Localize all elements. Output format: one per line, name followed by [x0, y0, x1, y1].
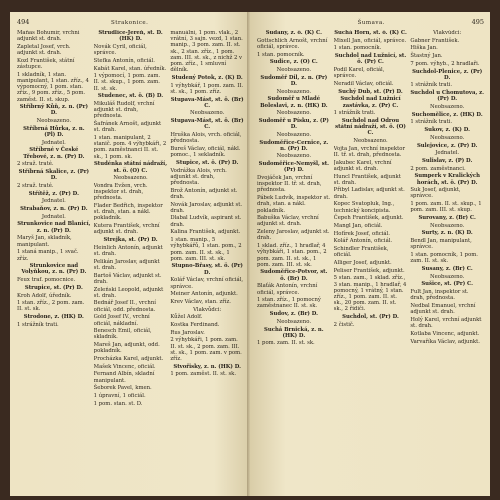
directory-entry: 1 pom. zam. II. st. skup., 1 pom. zam. III. st. skup. — [410, 201, 482, 214]
directory-entry: Kozl František, státní zástupce. — [17, 57, 75, 71]
directory-entry: Hruška Alois, vrch. oficiál, přednosta. — [170, 132, 242, 145]
directory-entry: Krev Václav, stan. zříz. — [170, 298, 231, 305]
left-column-2 — [94, 30, 168, 492]
directory-entry: Vlakvůdci: — [433, 30, 462, 36]
directory-entry: Stříbrný Kůň, z. n. (Pr) D. — [19, 104, 88, 117]
directory-entry: Stvořisky, z. n. (HK) D. — [173, 363, 241, 370]
directory-entry: Hofírek Josef, oficiál. — [333, 230, 390, 237]
right-column-2 — [334, 30, 408, 492]
directory-entry: Neobsazeno. — [353, 138, 388, 145]
directory-entry: Vlakvůdci: — [193, 306, 222, 313]
directory-entry: 1 stan. manip., 5 výhybkářů, 1 stan. pom., 2 pom. zam. II. st. sk., 1 pom. zam. III. st. sk. — [170, 237, 242, 262]
left-page — [10, 12, 250, 496]
directory-entry: Kolář Antonín, oficiál. — [333, 238, 393, 245]
directory-entry: Sudice, z. (O) C. — [269, 59, 318, 66]
directory-entry: Stupava-Mást, st. ö. (Br) C. — [170, 96, 244, 109]
directory-entry: Sudoměřice-Potvor, st. ö. (Br) D. — [260, 269, 328, 282]
directory-entry: Strodone, z. (HK) D. — [23, 314, 84, 321]
directory-entry: Kutera František, vrchní adjunkt st. drah. — [93, 223, 160, 236]
directory-entry: Kabát Karel, stan. úředník. — [93, 65, 167, 72]
directory-entry: Dlabal Ludvík, aspirant st. drah. — [170, 215, 242, 228]
directory-entry: Novák Jaroslav, adjunkt st. drah. — [170, 201, 243, 214]
directory-entry: Neobsazeno. — [276, 131, 311, 138]
directory-entry: Kolář Václav, vrchní oficiál, správce. — [170, 277, 244, 290]
directory-entry: Zeleny Jaroslav, adjunkt st. drah. — [257, 229, 330, 242]
directory-entry: Střítěž, z. (Pr) D. — [28, 190, 79, 197]
directory-entry: Babuška Václav, vrchní adjunkt st. drah. — [257, 215, 319, 228]
left-page-number: 494 — [17, 18, 30, 26]
directory-entry: 1 stan. manipulant, 2 stanič. pom. 4 výhybkáři, 2 pom. zaměstnanci II. st. sk., 1 pom. sk. — [93, 135, 167, 160]
directory-entry: 1 strážník trati. — [410, 82, 453, 89]
directory-entry: Stupno-Břasy, st. ö. (Pr) D. — [171, 263, 243, 276]
directory-entry: Sudoměřice-Nemyšl, st. (Pr) D. — [258, 161, 329, 174]
directory-entry: Jednatel. — [41, 198, 66, 205]
directory-entry: Vodrážka Alois, vrch. adjunkt st. drah, přednosta. — [170, 167, 227, 186]
directory-entry: Sulejovice, z. (Pr) D. — [416, 142, 478, 149]
directory-entry: Bureš Václav, oficiál, nákl. pomoc., 1 sekladník. — [170, 145, 241, 159]
directory-entry: Strudlice-Jereň, st. D. (HK) D. — [98, 30, 163, 43]
directory-entry: 1 pom. zaměst. II. st. sk. — [170, 371, 237, 378]
left-running-title: Strakonice. — [111, 20, 149, 26]
directory-entry: Jakubec Karel, vrchní adjunkt st. drah. — [333, 159, 392, 172]
directory-entry: Suchdol u Chomutova, z. (Pr) D. — [410, 90, 484, 103]
directory-entry: Mangl Jan, oficiál. — [333, 222, 383, 229]
directory-entry: Stříbrná Hůrka, z. n. (Pl) D. — [23, 125, 85, 139]
directory-entry: Mikuláš Rudolf, vrchní adjunkt st. drah, přednosta. — [93, 101, 155, 120]
directory-entry: Bartoš Václav, adjunkt st. drah. — [93, 272, 162, 285]
directory-entry: Neobsazeno. — [430, 104, 465, 111]
directory-entry: Benesch Emil, oficiál, skladník. — [93, 328, 152, 341]
left-column-3 — [170, 30, 244, 492]
directory-entry: Meiner Antonín, adjunkt. — [170, 291, 238, 298]
directory-entry: Neobsazeno. — [276, 153, 311, 160]
directory-entry: 2 straž. traté. — [17, 182, 54, 189]
directory-entry: 1 sklad. zříz., 1 hradlař, 4 výhybkáři, 1 stan. pom., 2 pom. zam. II. st. sk., 1 pom. zam. III. st. sk. — [257, 243, 327, 268]
directory-entry: Štastný Jan. — [410, 53, 443, 60]
directory-entry: Přibyl Ladislav, adjunkt st. drah. — [333, 187, 405, 200]
directory-entry: 1 výpomocí, 1 pom. zam. II. st. skup., 1 pom. zam. II. st. sk. — [93, 73, 161, 92]
directory-entry: Stříbrná Skalice, z. (Pr) D. — [18, 169, 90, 182]
directory-entry: Šeborek Pavel, kmen. — [93, 385, 152, 392]
directory-entry: Sudany, z. ö. (K) C. — [265, 30, 322, 36]
directory-entry: Neobsazeno. — [430, 134, 465, 141]
directory-entry: 1 úpravní, 1 oficiál. — [93, 393, 146, 400]
directory-entry: Sudoměř u Písku, z. (P) D. — [258, 117, 329, 131]
directory-entry: 1 pom. zam. II. st. sk. — [257, 340, 315, 347]
directory-entry: Peliser František, adjunkt. — [333, 267, 405, 274]
directory-entry: Feux traf. pomocnice. — [17, 277, 76, 284]
right-page-header — [257, 18, 484, 28]
directory-entry: Strabaňov, z. n. (Pr) D. — [20, 206, 88, 213]
directory-entry: Neobsazeno. — [36, 118, 71, 125]
directory-entry: 1 stan. zříz., 2 pom. zam. II. st. sk. — [17, 300, 85, 313]
directory-entry: Sumperk v Kralických horách, st. ö. (Pr) D. — [414, 173, 480, 186]
directory-entry: Suchdol nad Lužnicí zastávka, z. (Pr) C. — [340, 96, 401, 109]
right-column-1 — [257, 30, 331, 492]
right-running-title: Šumava. — [357, 20, 386, 26]
directory-entry: Kostka Ferdinand. — [170, 322, 220, 329]
directory-entry: Pelikán Jaroslav, adjunkt st. drah. — [93, 258, 160, 271]
directory-entry: Gottschlich Arnošt, vrchní oficiál, správce. — [257, 37, 328, 50]
directory-entry: Maňas Bohumír, vrchní adjunkt st. drah. — [17, 30, 80, 43]
directory-entry: Sukov, z. (K) D. — [424, 127, 470, 134]
right-column-3 — [410, 30, 484, 492]
directory-entry: Kroh Adolf, úředník. — [17, 292, 72, 299]
directory-entry: Brož Antonín, adjunkt st. drah. — [170, 187, 238, 200]
directory-entry: Kotlaba Vincenc, adjunkt. — [410, 330, 480, 337]
directory-entry: Sušice, st. (Pr) C. — [421, 281, 474, 288]
directory-entry: Heinlich Antonín, adjunkt st. drah. — [93, 244, 163, 257]
directory-entry: Vondra Evžen, vrch. inspektor st. drah, přednosta. — [93, 182, 148, 202]
directory-entry: Sudoměř Dil, z. n. (Pr) D. — [260, 74, 328, 87]
directory-entry: Maryš Jan, skladník, manipulant. — [17, 235, 72, 248]
right-page — [250, 12, 490, 496]
open-book — [10, 12, 490, 496]
directory-entry: 2 straž. traté. — [17, 161, 54, 168]
directory-entry: Neobsazeno. — [276, 88, 311, 95]
directory-entry: 2 čistič. — [333, 321, 355, 328]
directory-entry: Gabner František. — [410, 37, 460, 44]
directory-entry: 1 stan. pomocník, 1 pom. zam. II. st. sk. — [410, 252, 478, 265]
directory-entry: 1 strážník trati. — [333, 110, 376, 117]
directory-entry: 2 výhybkáři, 1 pom. zam. II. st. sk., 2 pom. zam. III. st. sk., 1 pom. zam. v pom. zříz. — [170, 337, 242, 363]
directory-entry: Neradil Václav, oficiál. — [333, 80, 394, 87]
directory-entry: Jednatel. — [41, 139, 66, 146]
directory-entry: Nedbal Emanuel, vrchní adjunkt st. drah. — [410, 303, 476, 316]
directory-entry: Procházka Karel, adjunkt. — [93, 356, 164, 363]
directory-entry: Stefka Antonín, oficiál. — [93, 57, 155, 64]
directory-entry: Vojta Jan, vrchní inspektor II. tř. st. drah, přednosta. — [333, 145, 405, 158]
directory-entry: Mašek Vincenc, oficiál. — [93, 363, 156, 370]
directory-entry: 1 strážník trati. — [410, 119, 453, 126]
directory-entry: Kůžel Adolf. — [170, 314, 203, 321]
directory-entry: Jednatel. — [41, 213, 66, 220]
right-columns — [257, 30, 484, 492]
directory-entry: Neobsazeno. — [430, 273, 465, 280]
directory-entry: Strunkovice nad Volyňkou, z. n. (Pr) D. — [21, 263, 87, 276]
directory-entry: 1 stan. pomocník. — [257, 51, 305, 58]
directory-entry: Suchdol-Plenice, z. (Pr) D. — [412, 68, 483, 81]
directory-entry: 1 skladník, 1 stan. manipulant, 1 stan. zříz., 4 výpomocný, 1 pom. stan. zříz., 9 pom. zříz., 5 pom. zaměst. II. st. skup. — [17, 71, 89, 103]
directory-entry: manuální, 1 pom. vlak., 2 vrátní, 3 sajn. vezd, 1 stan. manip., 3 pom. zam. II. st. sk., 2 stan. zříz., 1 pom. zam. III. st. sk., z nichž 2 v pom. zříz., 1 smluvní dělník. — [170, 30, 243, 74]
directory-entry: Suchá Brnická, z. n. (HK) D. — [264, 326, 324, 339]
directory-entry: Podil Karel, oficiál, správce. — [333, 67, 385, 80]
directory-entry: Suchdol nad Odrou státní nádraží, st. ö. (O) C. — [335, 117, 406, 137]
directory-entry: Zapletal Josef, vrch. adjunkt st. drah. — [17, 43, 71, 57]
directory-entry: Čepeh František, adjunkt. — [333, 215, 404, 222]
directory-entry: Holý Karel, vrchní adjunkt st. drah. — [410, 316, 482, 330]
directory-entry: Suchdol nad Lužnicí, st. ö. (Pr) C. — [334, 53, 407, 66]
directory-entry: Suchdol, st. (Pr) D. — [342, 314, 399, 321]
directory-entry: Pábek Ludvík, inspektor st. drah, stan. a nákl. pokladník. — [257, 195, 331, 214]
directory-entry: Neobsazeno. — [276, 67, 311, 74]
directory-entry: Neobsazeno. — [190, 110, 225, 117]
directory-entry: Zeleński Leopold, adjunkt st. drah. — [93, 286, 164, 299]
directory-entry: Novák Cyril, oficiál, správce. — [93, 43, 147, 57]
directory-entry: Stupice, st. ö. (Pr) D. — [176, 159, 239, 166]
directory-entry: Mixell Jan, oficiál, správce. — [333, 37, 407, 44]
directory-entry: Gold Josef IV., vrchní oficiál, nákladní. — [93, 314, 150, 327]
directory-entry: Bendl Jan, manipulant, správce. — [410, 238, 472, 251]
directory-entry: 1 pom. stan. st. D. — [93, 400, 143, 407]
directory-entry: Suchá Horn, st. ö. (K) C. — [334, 30, 407, 36]
directory-entry: Susany, z. (Br) C. — [421, 266, 473, 272]
directory-entry: 7 pom. výhyb., 2 hradlaři. — [410, 60, 480, 67]
directory-entry: Blaťák Antonín, vrchní oficiál, správce. — [257, 283, 318, 296]
directory-entry: Sudov, z. (Br) D. — [269, 311, 318, 318]
directory-entry: Kopec Svatopluk, Ing., technický koncipista. — [333, 201, 395, 214]
directory-entry: Neobsazeno. — [276, 318, 311, 325]
directory-entry: Sulislav, z. (P) D. — [422, 157, 473, 164]
directory-entry: Mareš Jan, adjunkt, odd. pokladník. — [93, 342, 160, 355]
directory-entry: 1 výhybkář, 1 pom. zam. II. st. sk., 1 pom. zříz. — [170, 82, 244, 95]
directory-entry: Šafránek Arnošt, adjunkt st. drah. — [93, 121, 162, 134]
right-page-number: 495 — [471, 18, 484, 26]
directory-entry: Dvojáček Jan, vrchní inspektor II. tř. st. drah, přednosta. — [257, 175, 322, 194]
left-columns — [17, 30, 244, 492]
directory-entry: 1 stan. zříz., 1 pomocný zaměstnanec II. st. sk. — [257, 297, 321, 310]
directory-entry: 5 stan. zam., 1 sklad. zříz., 3 stan. manip., 1 hradlař, 4 pomocný, 1 vrátný, 1 stan. zříz., 1 pom. zam. II. st. sk., 20 pom. zam. II. st. sk., 2 řidiči. — [333, 275, 407, 313]
directory-entry: Rus Jaroslav. — [170, 329, 205, 336]
directory-entry: Studenec, st. ö. (B) D. — [97, 93, 164, 100]
directory-entry: Studénka státní nádraží, st. ö. (O) C. — [93, 161, 168, 174]
directory-entry: Studený Potok, z. (K) D. — [171, 74, 243, 81]
directory-entry: Schindler František, oficiál. — [333, 246, 389, 259]
directory-entry: 1 strážník trati. — [17, 321, 59, 328]
directory-entry: Suchomělice, z. (HK) D. — [411, 111, 483, 118]
directory-entry: Huncl František, adjunkt st. drah. — [333, 173, 401, 186]
directory-entry: Fernand Albín, skladní manipulant. — [93, 371, 155, 384]
directory-entry: Strunkovice nad Blanicí, z. n. (Pr) D. — [17, 221, 91, 234]
directory-entry: Suchý Dub, st. (Pr) D. — [338, 88, 403, 95]
directory-entry: Neobsazeno. — [430, 222, 465, 229]
directory-entry: 1 stan. pomocník. — [333, 45, 382, 52]
directory-entry: Strupice, st. (Pr) D. — [24, 284, 83, 291]
directory-entry: Sudoměřice-Cernice, z. n. (Pr) D. — [259, 139, 329, 152]
directory-entry: Surovany, z. (Br) C. — [418, 215, 476, 222]
directory-entry: Stupava-Mást, st. ö. (Br) C. — [170, 118, 244, 131]
directory-entry: Jednatel. — [435, 150, 460, 157]
directory-entry: Neobsazeno. — [276, 110, 311, 117]
directory-entry: Suk Josef, adjunkt, správce. — [410, 187, 461, 200]
directory-entry: Neobsazeno. — [113, 175, 148, 182]
directory-entry: Alliger Josef, adjunkt. — [333, 260, 392, 266]
directory-entry: Varvaříka Václav, adjunkt. — [410, 338, 480, 345]
directory-entry: 1 staná manip., 1 svač. zříz. — [17, 249, 79, 262]
directory-entry: Bednář Josef II., vrchní oficiál, odd. přednosta. — [93, 300, 156, 313]
left-page-header — [17, 18, 244, 28]
directory-entry: Fult Jan, inspektor st. drah, přednosta. — [410, 289, 469, 302]
directory-entry: Kalina František, adjunkt. — [170, 229, 241, 236]
directory-entry: Flader Bedřich, inspektor st. drah, stan. a nákl. pokladník. — [93, 203, 163, 222]
directory-entry: Surty, z. n. (K) D. — [421, 230, 473, 237]
directory-entry: Sudoměř u Mladé Boleslavi, z. n. (HK) D. — [260, 96, 328, 109]
directory-entry: 2 pom. zaměstnanci. — [410, 165, 466, 172]
directory-entry: Stříbrné v České Třebové, z. n. (Pr) D. — [23, 147, 85, 160]
left-column-1 — [17, 30, 91, 492]
directory-entry: Strejka, st. (Pr) D. — [103, 237, 158, 244]
directory-entry: Hiška Jan. — [410, 45, 438, 52]
